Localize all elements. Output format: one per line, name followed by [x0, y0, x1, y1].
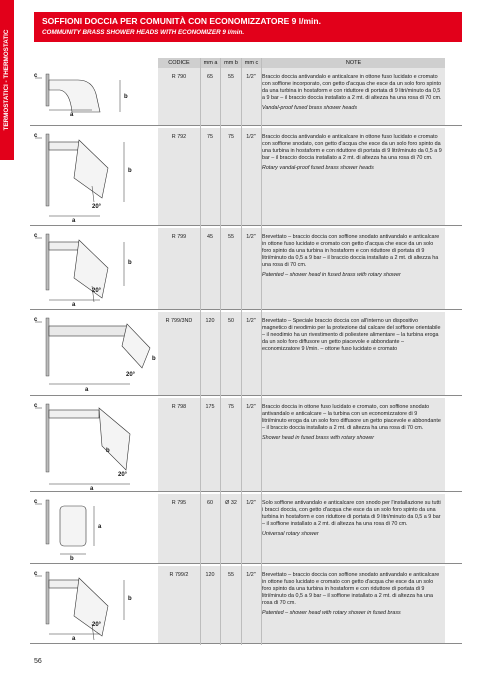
- row-gutter: [445, 312, 462, 396]
- svg-text:c: c: [34, 73, 38, 79]
- note-italian: Solo soffione antivandalo e anticalcare con snodo per l'installazione su tutti i bracci doccia, con getto d'acqua che esce da un solo foro spinto da una turbina in hostaform e con riduttore di portata di 9 litri/minuto da 0,5 a 9 bar – il soffione installato a 2 mt. di altezza ha una rosa di 70 cm.: [262, 500, 441, 527]
- row-divider: [30, 309, 462, 310]
- product-row: [0, 128, 480, 226]
- svg-text:20°: 20°: [92, 204, 102, 210]
- svg-text:a: a: [72, 302, 76, 308]
- product-drawing: [30, 228, 158, 310]
- side-tab-label: TERMOSTATICI - THERMOSTATIC: [3, 29, 10, 131]
- svg-text:b: b: [128, 596, 132, 602]
- note-english: Patented – shower head with rotary shower in fused brass: [262, 610, 401, 616]
- column-divider: [241, 58, 242, 645]
- svg-text:a: a: [85, 387, 89, 393]
- row-gutter: [445, 68, 462, 126]
- note-english: Rotary vandal-proof fused brass shower heads: [262, 165, 374, 171]
- row-divider: [30, 225, 462, 226]
- svg-text:c: c: [34, 133, 38, 139]
- row-gutter: [445, 398, 462, 492]
- svg-text:b: b: [70, 556, 74, 562]
- page-title: SOFFIONI DOCCIA PER COMUNITÀ CON ECONOMIZZATORE 9 l/min.: [42, 16, 321, 26]
- dimension-c: 1/2": [246, 234, 256, 240]
- shower-diagram: [30, 398, 158, 492]
- dimension-b: 55: [228, 234, 234, 240]
- row-divider: [30, 395, 462, 396]
- svg-text:b: b: [106, 448, 110, 454]
- column-header-a: mm a: [201, 58, 220, 68]
- product-drawing: [30, 128, 158, 226]
- svg-text:a: a: [72, 218, 76, 224]
- dimension-b: 55: [228, 74, 234, 80]
- svg-text:c: c: [34, 571, 38, 577]
- note-italian: Braccio doccia antivandalo e anticalcare in ottone fuso lucidato e cromato con soffione snodato, con getto d'acqua che esce da un solo foro spinto da una turbina in hostaform e con riduttore di portata di 9 litri/minuto da 0,5 a 9 bar – il braccio doccia installato a 2 mt. di altezza ha una rosa di 70 cm.: [262, 134, 442, 161]
- product-row: [0, 228, 480, 310]
- product-note: [262, 500, 442, 538]
- row-divider: [30, 491, 462, 492]
- shower-diagram: [30, 68, 158, 126]
- svg-text:b: b: [152, 356, 156, 362]
- page-header: [34, 12, 462, 42]
- dimension-b: Ø 32: [225, 500, 237, 506]
- svg-text:c: c: [34, 499, 38, 505]
- dimension-a: 75: [207, 134, 213, 140]
- dimension-a: 45: [207, 234, 213, 240]
- product-code: R 799: [171, 234, 187, 240]
- row-gutter: [445, 566, 462, 644]
- svg-text:a: a: [98, 524, 102, 530]
- svg-text:b: b: [128, 168, 132, 174]
- svg-text:20°: 20°: [126, 372, 136, 378]
- note-italian: Brevettato – Speciale braccio doccia con all'interno un dispositivo magnetico di neodimio per la protezione dal calcare del soffione orientabile – il neodimio ha un rivestimento di poliestere alimentare – la turbina eroga da un solo foro diffusore un getto piacevole e abbondante – economizzatore 9 l/min. – ottone fuso lucidato e cromato: [262, 318, 441, 352]
- product-note: [262, 404, 442, 442]
- product-row: [0, 312, 480, 396]
- dimension-b: 75: [228, 134, 234, 140]
- product-code: R 799/3ND: [165, 318, 193, 324]
- note-english: Vandal-proof fused brass shower heads: [262, 105, 358, 111]
- dimension-a: 120: [205, 572, 215, 578]
- product-drawing: [30, 68, 158, 126]
- shower-diagram: [30, 312, 158, 396]
- row-divider: [30, 643, 462, 644]
- column-header-b: mm b: [221, 58, 241, 68]
- column-header-code: CODICE: [158, 58, 200, 68]
- dimension-c: 1/2": [246, 134, 256, 140]
- product-drawing: [30, 566, 158, 644]
- svg-text:c: c: [34, 317, 38, 323]
- note-english: Shower head in fused brass with rotary shower: [262, 435, 375, 441]
- product-note: [262, 318, 442, 353]
- dimension-a: 175: [205, 404, 215, 410]
- product-code: R 795: [171, 500, 187, 506]
- column-divider: [200, 58, 201, 645]
- dimension-c: 1/2": [246, 318, 256, 324]
- dimension-b: 55: [228, 572, 234, 578]
- svg-text:a: a: [72, 636, 76, 642]
- row-divider: [30, 563, 462, 564]
- product-drawing: [30, 398, 158, 492]
- product-code: R 790: [171, 74, 187, 80]
- column-header-c: mm c: [242, 58, 261, 68]
- svg-text:20°: 20°: [118, 472, 128, 478]
- note-italian: Brevettato – braccio doccia con soffione snodato antivandalo e anticalcare in ottone fuso lucidato e cromato con getto d'acqua che esce da un solo foro spinto da una turbina in hostaform e con riduttore di portata di 9 litri/minuto da 0,5 a 9 bar – il braccio doccia installato a 2 mt. di altezza ha una rosa di 70 cm.: [262, 234, 440, 268]
- product-row: [0, 68, 480, 126]
- product-row: [0, 566, 480, 644]
- svg-text:b: b: [128, 260, 132, 266]
- note-italian: Brevettato – braccio doccia con soffione snodato antivandalo e anticalcare in ottone fuso lucidato e cromato con getto d'acqua che esce da un solo foro spinto da una turbina in hostaform e con riduttore di portata di 9 litri/minuto da 0,5 a 9 bar – il soffione installato a 2 mt. di altezza ha una rosa di 70 cm.: [262, 572, 440, 606]
- product-note: [262, 134, 442, 172]
- dimension-a: 60: [207, 500, 213, 506]
- dimension-c: 1/2": [246, 404, 256, 410]
- product-note: [262, 572, 442, 617]
- svg-text:20°: 20°: [92, 622, 102, 628]
- product-note: [262, 74, 442, 112]
- note-italian: Braccio doccia antivandalo e anticalcare in ottone fuso lucidato e cromato con soffione incorporato, con getto d'acqua che esce da un solo foro spinto da una turbina in hostaform e con riduttore di portata di 9 litri/minuto da 0,5 a 9 bar – il braccio doccia installato a 2 mt. di altezza ha una rosa di 70 cm.: [262, 74, 442, 101]
- product-row: [0, 494, 480, 564]
- svg-text:a: a: [90, 486, 94, 492]
- dimension-b: 75: [228, 404, 234, 410]
- column-header-note: NOTE: [262, 58, 445, 68]
- row-gutter: [445, 128, 462, 226]
- row-divider: [30, 125, 462, 126]
- column-divider: [220, 58, 221, 645]
- svg-text:c: c: [34, 233, 38, 239]
- row-gutter: [445, 228, 462, 310]
- shower-diagram: [30, 128, 158, 226]
- product-code: R 798: [171, 404, 187, 410]
- svg-text:b: b: [124, 94, 128, 100]
- svg-text:20°: 20°: [92, 288, 102, 294]
- dimension-c: 1/2": [246, 572, 256, 578]
- product-note: [262, 234, 442, 279]
- page-subtitle: COMMUNITY BRASS SHOWER HEADS WITH ECONOMIZER 9 l/min.: [42, 29, 245, 36]
- dimension-b: 50: [228, 318, 234, 324]
- row-gutter: [445, 494, 462, 564]
- page-number: 56: [34, 658, 42, 665]
- product-drawing: [30, 312, 158, 396]
- note-english: Patented – shower head in fused brass with rotary shower: [262, 272, 401, 278]
- dimension-c: 1/2": [246, 74, 256, 80]
- product-code: R 792: [171, 134, 187, 140]
- product-code: R 799/2: [169, 572, 189, 578]
- column-divider: [261, 58, 262, 645]
- svg-text:c: c: [34, 403, 38, 409]
- svg-text:a: a: [70, 112, 74, 118]
- shower-diagram: [30, 494, 158, 564]
- shower-diagram: [30, 566, 158, 644]
- note-english: Universal rotary shower: [262, 531, 319, 537]
- dimension-a: 120: [205, 318, 215, 324]
- product-drawing: [30, 494, 158, 564]
- dimension-a: 65: [207, 74, 213, 80]
- dimension-c: 1/2": [246, 500, 256, 506]
- shower-diagram: [30, 228, 158, 310]
- product-row: [0, 398, 480, 492]
- note-italian: Braccio doccia in ottone fuso lucidato e cromato, con soffione snodato antivandalo e anticalcare – la turbina con un economizzatore di 9 litri/minuto eroga da un solo foro diffusore un getto piacevole e abbondante – il braccio doccia installato a 2 mt. di altezza ha una rosa di 70 cm.: [262, 404, 441, 431]
